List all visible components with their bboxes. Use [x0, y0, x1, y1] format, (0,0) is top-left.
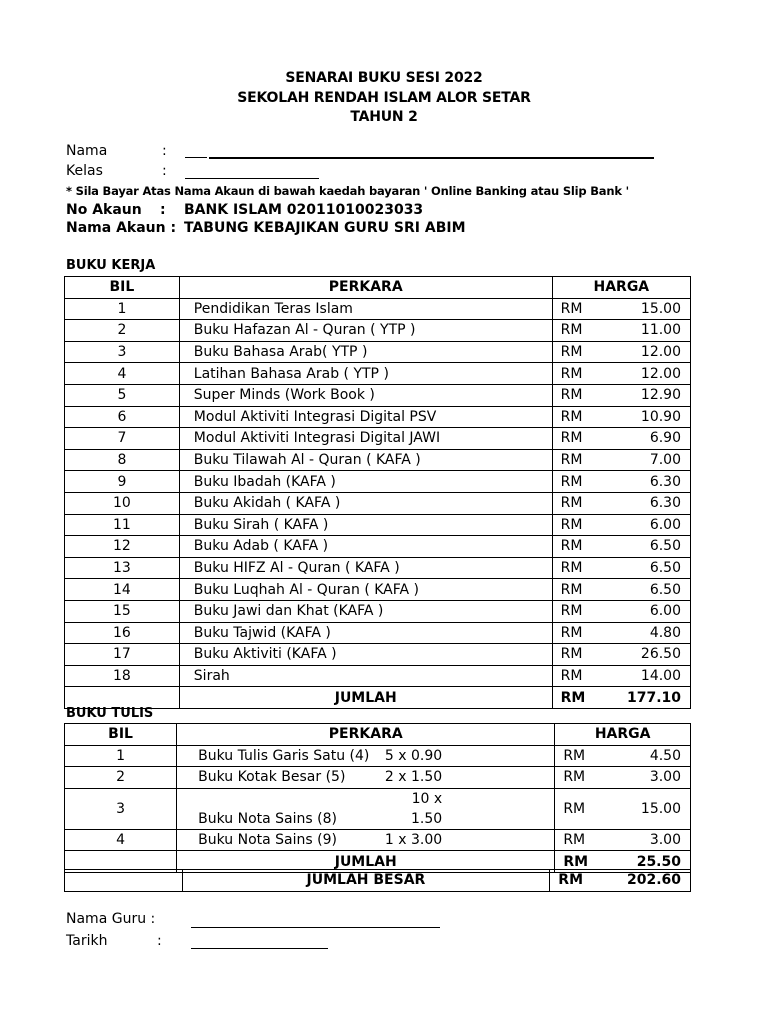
row-price: 6.30: [649, 495, 681, 512]
row-price: 6.50: [649, 538, 681, 555]
row-qty: 5 x 0.90: [384, 747, 443, 764]
row-item-name: Latihan Bahasa Arab ( YTP ): [193, 365, 389, 382]
tarikh-label: Tarikh: [66, 933, 108, 949]
row-bil: 17: [65, 644, 180, 666]
row-item-name: Buku HIFZ Al - Quran ( KAFA ): [193, 560, 400, 577]
col-harga-header: HARGA: [552, 277, 690, 299]
row-currency: RM: [560, 387, 583, 404]
row-perkara: [177, 767, 555, 789]
row-item-name: Buku Ibadah (KAFA ): [193, 473, 336, 490]
row-perkara: [177, 829, 555, 851]
row-item-name: Buku Adab ( KAFA ): [193, 538, 329, 555]
row-price: 6.50: [649, 581, 681, 598]
row-bil: 8: [65, 449, 180, 471]
total-value: 25.50: [636, 853, 681, 870]
row-item-name: Buku Akidah ( KAFA ): [193, 495, 341, 512]
kelas-field[interactable]: [185, 178, 319, 179]
doc-title-school: SEKOLAH RENDAH ISLAM ALOR SETAR: [237, 90, 531, 106]
row-price: 6.30: [649, 473, 681, 490]
row-price: 6.50: [649, 560, 681, 577]
nama-field[interactable]: [209, 157, 654, 159]
row-harga: [552, 428, 690, 450]
table-row: [65, 665, 691, 687]
row-price: 6.00: [649, 516, 681, 533]
doc-title-year: TAHUN 2: [350, 109, 418, 125]
table-row: [65, 829, 691, 851]
row-perkara: [179, 428, 552, 450]
row-item-name: Buku Hafazan Al - Quran ( YTP ): [193, 322, 416, 339]
table-row: [65, 406, 691, 428]
row-perkara: [179, 406, 552, 428]
row-harga: [552, 665, 690, 687]
table-row: [65, 428, 691, 450]
table-row: [65, 557, 691, 579]
row-currency: RM: [560, 322, 583, 339]
row-bil: 14: [65, 579, 180, 601]
row-item-name: Modul Aktiviti Integrasi Digital PSV: [193, 408, 437, 425]
row-perkara: [179, 492, 552, 514]
row-price: 14.00: [640, 667, 681, 684]
row-item-name: Buku Jawi dan Khat (KAFA ): [193, 603, 384, 620]
row-item-name: Buku Aktiviti (KAFA ): [193, 646, 337, 663]
row-bil: 16: [65, 622, 180, 644]
row-currency: RM: [563, 832, 586, 849]
row-price: 3.00: [649, 769, 681, 786]
col-perkara-header: PERKARA: [179, 277, 552, 299]
table-row: [65, 600, 691, 622]
row-harga: [552, 384, 690, 406]
table-row: [65, 622, 691, 644]
row-qty: 1 x 3.00: [384, 832, 443, 849]
row-perkara: [179, 298, 552, 320]
table-row: [65, 644, 691, 666]
row-perkara: [179, 449, 552, 471]
grand-total-table: [64, 869, 691, 892]
kelas-colon: :: [162, 163, 167, 179]
row-bil: 11: [65, 514, 180, 536]
row-item-name: Pendidikan Teras Islam: [193, 300, 353, 317]
col-bil-header: BIL: [65, 724, 177, 746]
buku-tulis-table: [64, 723, 691, 873]
table-row: [65, 745, 691, 767]
row-item-name: Super Minds (Work Book ): [193, 387, 375, 404]
row-perkara: [179, 644, 552, 666]
row-harga: [552, 406, 690, 428]
total-rm: RM: [563, 853, 589, 870]
row-harga: [552, 514, 690, 536]
row-perkara: [179, 579, 552, 601]
row-currency: RM: [563, 800, 586, 817]
row-bil: 18: [65, 665, 180, 687]
row-perkara: [179, 622, 552, 644]
row-harga: [552, 341, 690, 363]
row-price: 15.00: [640, 800, 681, 817]
row-harga: [552, 600, 690, 622]
row-harga: [552, 363, 690, 385]
total-value: 177.10: [626, 689, 681, 706]
row-bil: 1: [65, 298, 180, 320]
col-perkara-header: PERKARA: [177, 724, 555, 746]
row-perkara: [177, 745, 555, 767]
tarikh-field[interactable]: [191, 948, 328, 949]
row-item-name: Buku Nota Sains (8): [198, 810, 337, 827]
row-harga: [552, 449, 690, 471]
col-bil-header: BIL: [65, 277, 180, 299]
payment-note: * Sila Bayar Atas Nama Akaun di bawah kaedah bayaran ' Online Banking atau Slip Bank ': [66, 184, 629, 198]
row-harga: [555, 767, 691, 789]
buku-kerja-table: [64, 276, 691, 709]
row-item-name: Sirah: [193, 667, 230, 684]
row-price: 26.50: [640, 646, 681, 663]
row-perkara: [179, 536, 552, 558]
row-currency: RM: [560, 365, 583, 382]
row-item-name: Buku Sirah ( KAFA ): [193, 516, 329, 533]
row-currency: RM: [560, 538, 583, 555]
row-bil: 3: [65, 788, 177, 829]
no-akaun-label: No Akaun: [66, 202, 142, 218]
table-row: [65, 579, 691, 601]
row-harga: [552, 557, 690, 579]
nama-guru-label: Nama Guru :: [66, 911, 156, 927]
table-row: [65, 449, 691, 471]
row-currency: RM: [560, 473, 583, 490]
row-price: 12.00: [640, 344, 681, 361]
table-row: [65, 536, 691, 558]
row-currency: RM: [560, 408, 583, 425]
row-harga: [552, 579, 690, 601]
row-price: 6.00: [649, 603, 681, 620]
table-row: [65, 514, 691, 536]
row-currency: RM: [560, 430, 583, 447]
row-perkara: [179, 514, 552, 536]
row-bil: 4: [65, 363, 180, 385]
row-price: 7.00: [649, 452, 681, 469]
row-currency: RM: [560, 300, 583, 317]
row-perkara: [179, 384, 552, 406]
buku-kerja-title: BUKU KERJA: [66, 258, 156, 273]
total-label: JUMLAH: [179, 687, 552, 709]
kelas-label: Kelas: [66, 163, 103, 179]
row-price: 3.00: [649, 832, 681, 849]
grand-total-cell: [550, 870, 691, 892]
row-price: 4.80: [649, 624, 681, 641]
row-price: 15.00: [640, 300, 681, 317]
row-perkara: [179, 557, 552, 579]
row-bil: 13: [65, 557, 180, 579]
no-akaun-colon: :: [160, 202, 166, 218]
row-item-name: Buku Tajwid (KAFA ): [193, 624, 331, 641]
table-header-row: [65, 724, 691, 746]
row-harga: [552, 320, 690, 342]
row-harga: [555, 829, 691, 851]
table-row: [65, 384, 691, 406]
row-currency: RM: [560, 516, 583, 533]
row-currency: RM: [560, 560, 583, 577]
row-harga: [552, 492, 690, 514]
row-currency: RM: [560, 452, 583, 469]
row-bil: 5: [65, 384, 180, 406]
row-bil: 9: [65, 471, 180, 493]
row-price: 4.50: [649, 747, 681, 764]
row-currency: RM: [560, 603, 583, 620]
row-bil: 3: [65, 341, 180, 363]
row-price: 6.90: [649, 430, 681, 447]
total-row: [65, 687, 691, 709]
row-item-name: Modul Aktiviti Integrasi Digital JAWI: [193, 430, 441, 447]
row-currency: RM: [560, 495, 583, 512]
row-harga: [552, 298, 690, 320]
row-bil: 12: [65, 536, 180, 558]
row-perkara: [179, 341, 552, 363]
row-perkara: [179, 600, 552, 622]
row-currency: RM: [560, 624, 583, 641]
row-harga: [555, 788, 691, 829]
row-item-name: Buku Tilawah Al - Quran ( KAFA ): [193, 452, 421, 469]
row-item-name: Buku Luqhah Al - Quran ( KAFA ): [193, 581, 420, 598]
grand-total-label: JUMLAH BESAR: [182, 870, 550, 892]
row-perkara: [179, 363, 552, 385]
row-currency: RM: [560, 646, 583, 663]
row-perkara: [179, 320, 552, 342]
row-bil: 4: [65, 829, 177, 851]
total-cell: [552, 687, 690, 709]
table-row: [65, 363, 691, 385]
total-rm: RM: [560, 689, 586, 706]
table-row: [65, 788, 691, 829]
row-currency: RM: [560, 581, 583, 598]
row-price: 12.90: [640, 387, 681, 404]
row-currency: RM: [560, 344, 583, 361]
row-bil: 10: [65, 492, 180, 514]
row-price: 11.00: [640, 322, 681, 339]
grand-total-value: 202.60: [626, 872, 681, 889]
nama-akaun-value: TABUNG KEBAJIKAN GURU SRI ABIM: [184, 220, 466, 236]
row-bil: 7: [65, 428, 180, 450]
row-currency: RM: [563, 769, 586, 786]
row-price: 12.00: [640, 365, 681, 382]
row-bil: 2: [65, 767, 177, 789]
nama-guru-field[interactable]: [191, 927, 440, 928]
row-harga: [552, 471, 690, 493]
grand-total-rm: RM: [558, 872, 584, 889]
doc-title-line1: SENARAI BUKU SESI 2022: [285, 70, 483, 86]
row-bil: 15: [65, 600, 180, 622]
row-item-name: Buku Tulis Garis Satu (4): [198, 747, 370, 764]
row-qty: 10 x 1.50: [410, 790, 443, 827]
nama-colon: :: [162, 143, 167, 159]
table-row: [65, 320, 691, 342]
table-row: [65, 341, 691, 363]
nama-akaun-label: Nama Akaun :: [66, 220, 177, 236]
row-harga: [555, 745, 691, 767]
nama-label: Nama: [66, 143, 108, 159]
tarikh-colon: :: [157, 933, 162, 949]
row-currency: RM: [563, 747, 586, 764]
nama-line-short: [185, 157, 207, 158]
row-qty: 2 x 1.50: [384, 769, 443, 786]
no-akaun-value: BANK ISLAM 02011010023033: [184, 202, 424, 218]
table-header-row: [65, 277, 691, 299]
row-harga: [552, 644, 690, 666]
row-item-name: Buku Kotak Besar (5): [198, 769, 346, 786]
table-row: [65, 492, 691, 514]
row-price: 10.90: [640, 408, 681, 425]
row-item-name: Buku Nota Sains (9): [198, 832, 337, 849]
row-perkara: [177, 788, 555, 829]
row-harga: [552, 622, 690, 644]
grand-total-row: [65, 870, 691, 892]
grand-total-empty: [65, 870, 183, 892]
row-perkara: [179, 665, 552, 687]
buku-tulis-title: BUKU TULIS: [66, 706, 154, 721]
row-item-name: Buku Bahasa Arab( YTP ): [193, 344, 368, 361]
table-row: [65, 298, 691, 320]
row-bil: 1: [65, 745, 177, 767]
row-harga: [552, 536, 690, 558]
col-harga-header: HARGA: [555, 724, 691, 746]
row-bil: 2: [65, 320, 180, 342]
row-bil: 6: [65, 406, 180, 428]
row-currency: RM: [560, 667, 583, 684]
row-perkara: [179, 471, 552, 493]
table-row: [65, 767, 691, 789]
table-row: [65, 471, 691, 493]
total-label: JUMLAH: [177, 851, 555, 873]
